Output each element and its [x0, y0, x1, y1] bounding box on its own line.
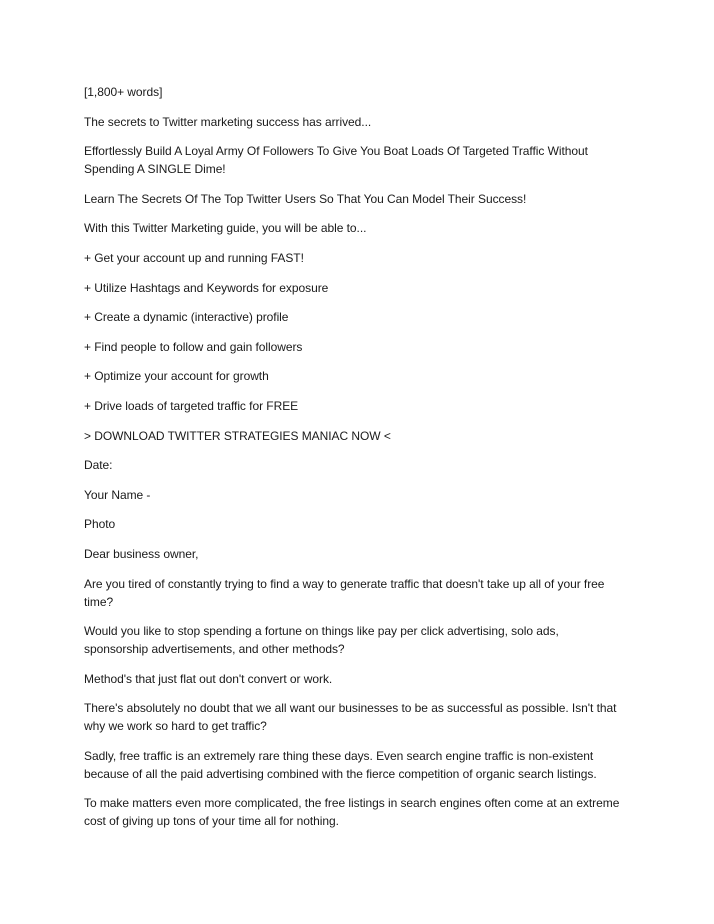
body-paragraph: Sadly, free traffic is an extremely rare thing these days. Even search engine traffic is non-existent because of all the paid advertising combined with the fierce competition of organic search listings.	[84, 748, 597, 781]
photo-label: Photo	[84, 517, 116, 532]
subheadline: Effortlessly Build A Loyal Army Of Followers To Give You Boat Loads Of Targeted Traffic Without Spending A SINGLE Dime!	[84, 144, 588, 177]
benefit-item: + Find people to follow and gain followers	[84, 339, 303, 354]
body-paragraph: Are you tired of constantly trying to find a way to generate traffic that doesn't take up all of your free time?	[84, 576, 605, 609]
benefit-item: + Optimize your account for growth	[84, 369, 269, 384]
body-paragraph: There's absolutely no doubt that we all want our businesses to be as successful as possible. Isn't that why we work so hard to get traffic?	[84, 701, 617, 734]
body-paragraph: To make matters even more complicated, the free listings in search engines often come at an extreme cost of giving up tons of your time all for nothing.	[84, 796, 620, 829]
document-body	[84, 83, 624, 842]
salutation: Dear business owner,	[84, 546, 199, 561]
benefit-item: + Get your account up and running FAST!	[84, 250, 304, 265]
benefit-item: + Drive loads of targeted traffic for FREE	[84, 398, 299, 413]
headline: The secrets to Twitter marketing success has arrived...	[84, 114, 372, 129]
benefit-item: + Utilize Hashtags and Keywords for exposure	[84, 280, 329, 295]
intro-text: With this Twitter Marketing guide, you will be able to...	[84, 221, 367, 236]
name-label: Your Name -	[84, 487, 151, 502]
body-paragraph: Method's that just flat out don't convert or work.	[84, 671, 333, 686]
body-paragraph: Would you like to stop spending a fortune on things like pay per click advertising, solo ads, sponsorship advertisements, and other methods?	[84, 624, 559, 657]
word-count-note: [1,800+ words]	[84, 85, 163, 99]
date-label: Date:	[84, 458, 113, 473]
tagline: Learn The Secrets Of The Top Twitter Users So That You Can Model Their Success!	[84, 191, 527, 206]
benefit-item: + Create a dynamic (interactive) profile	[84, 310, 289, 325]
download-cta: > DOWNLOAD TWITTER STRATEGIES MANIAC NOW <	[84, 428, 391, 443]
